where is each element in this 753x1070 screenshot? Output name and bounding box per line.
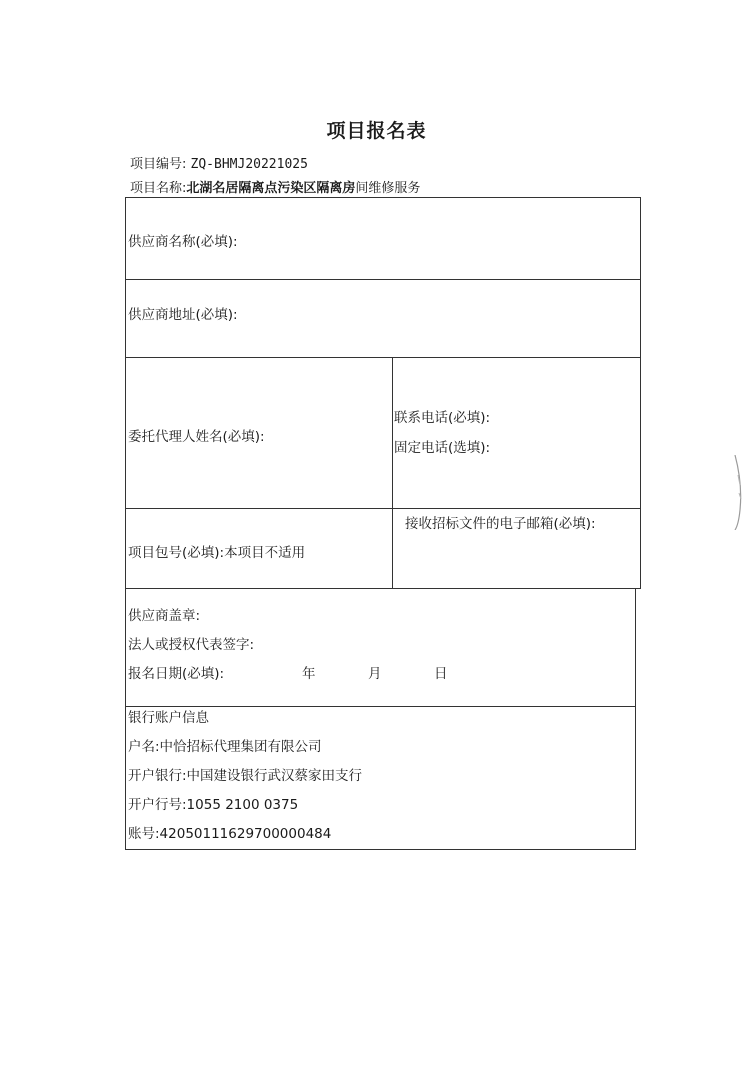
agent-name-field[interactable]: 委托代理人姓名(必填): <box>128 429 265 445</box>
contact-phone-field[interactable]: 联系电话(必填): <box>394 410 491 426</box>
supplier-seal-field[interactable]: 供应商盖章: <box>128 608 201 624</box>
bank-code: 开户行号:1055 2100 0375 <box>128 797 299 813</box>
table-right-border-lower <box>635 588 636 850</box>
project-name-value-bold: 北湖名居隔离点污染区隔离房 <box>186 181 356 196</box>
form-title: 项目报名表 <box>326 120 427 142</box>
package-number-field[interactable]: 项目包号(必填):本项目不适用 <box>128 545 306 561</box>
signature-field[interactable]: 法人或授权代表签字: <box>128 637 255 653</box>
bank-account-name: 户名:中恰招标代理集团有限公司 <box>128 739 322 755</box>
project-name <box>130 177 420 196</box>
date-month[interactable]: 月 <box>368 666 382 682</box>
project-number-label: 项目编号: <box>130 157 187 172</box>
project-number <box>130 153 308 172</box>
row-divider <box>125 508 641 509</box>
project-name-label: 项目名称: <box>130 181 187 196</box>
table-top-border <box>125 197 641 198</box>
project-number-value: ZQ-BHMJ20221025 <box>190 157 308 172</box>
date-year[interactable]: 年 <box>302 666 316 682</box>
date-day[interactable]: 日 <box>434 666 448 682</box>
bank-account-number: 账号:42050111629700000484 <box>128 826 332 842</box>
fixed-phone-field[interactable]: 固定电话(选填): <box>394 440 491 456</box>
row-divider <box>125 357 641 358</box>
bank-info-heading: 银行账户信息 <box>128 710 209 726</box>
row-divider <box>125 279 641 280</box>
table-bottom-border <box>125 849 636 850</box>
registration-date-label: 报名日期(必填): <box>128 666 225 682</box>
bank-name: 开户银行:中国建设银行武汉蔡家田支行 <box>128 768 363 784</box>
scan-edge-mark <box>733 455 743 530</box>
supplier-address-field[interactable]: 供应商地址(必填): <box>128 307 238 323</box>
email-field[interactable]: 接收招标文件的电子邮箱(必填): <box>405 516 596 532</box>
project-name-value-rest: 间维修服务 <box>355 181 421 196</box>
table-left-border <box>125 197 126 850</box>
row-divider <box>125 588 641 589</box>
table-right-border-upper <box>640 197 641 588</box>
column-divider <box>392 357 393 588</box>
supplier-name-field[interactable]: 供应商名称(必填): <box>128 234 238 250</box>
